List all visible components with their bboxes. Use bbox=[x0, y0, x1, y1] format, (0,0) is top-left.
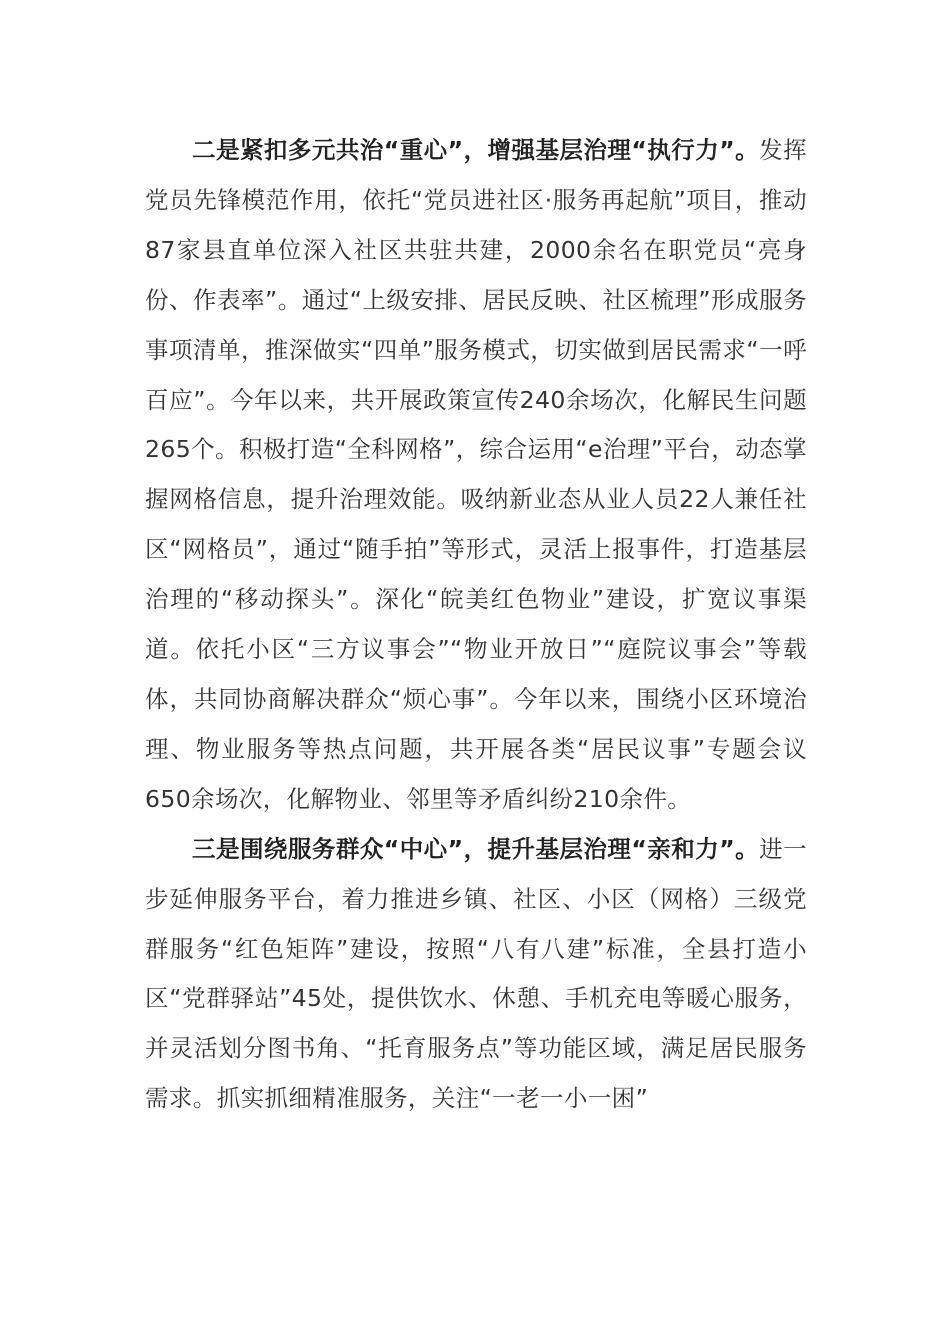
document-page bbox=[145, 126, 807, 1124]
paragraph-body: 进一步延伸服务平台，着力推进乡镇、社区、小区（网格）三级党群服务“红色矩阵”建设，按照“八有八建”标准，全县打造小区“党群驿站”45处，提供饮水、休憩、手机充电等暖心服务，并灵活划分图书角、“托育服务点”等功能区域，满足居民服务需求。抓实抓细精准服务，关注“一老一小一困” bbox=[145, 834, 807, 1113]
paragraph-lead: 三是围绕服务群众“中心”，提升基层治理“亲和力”。 bbox=[192, 834, 760, 863]
paragraph-lead: 二是紧扣多元共治“重心”，增强基层治理“执行力”。 bbox=[192, 136, 760, 164]
paragraph-multi-governance bbox=[145, 126, 807, 825]
paragraph-serve-masses bbox=[145, 825, 807, 1124]
paragraph-body: 发挥党员先锋模范作用，依托“党员进社区·服务再起航”项目，推动87家县直单位深入社区共驻共建，2000余名在职党员“亮身份、作表率”。通过“上级安排、居民反映、社区梳理”形成服务事项清单，推深做实“四单”服务模式，切实做到居民需求“一呼百应”。今年以来，共开展政策宣传240余场次，化解民生问题265个。积极打造“全科网格”，综合运用“e治理”平台，动态掌握网格信息，提升治理效能。吸纳新业态从业人员22人兼任社区“网格员”，通过“随手拍”等形式，灵活上报事件，打造基层治理的“移动探头”。深化“皖美红色物业”建设，扩宽议事渠道。依托小区“三方议事会”“物业开放日”“庭院议事会”等载体，共同协商解决群众“烦心事”。今年以来，围绕小区环境治理、物业服务等热点问题，共开展各类“居民议事”专题会议650余场次，化解物业、邻里等矛盾纠纷210余件。 bbox=[145, 136, 807, 813]
